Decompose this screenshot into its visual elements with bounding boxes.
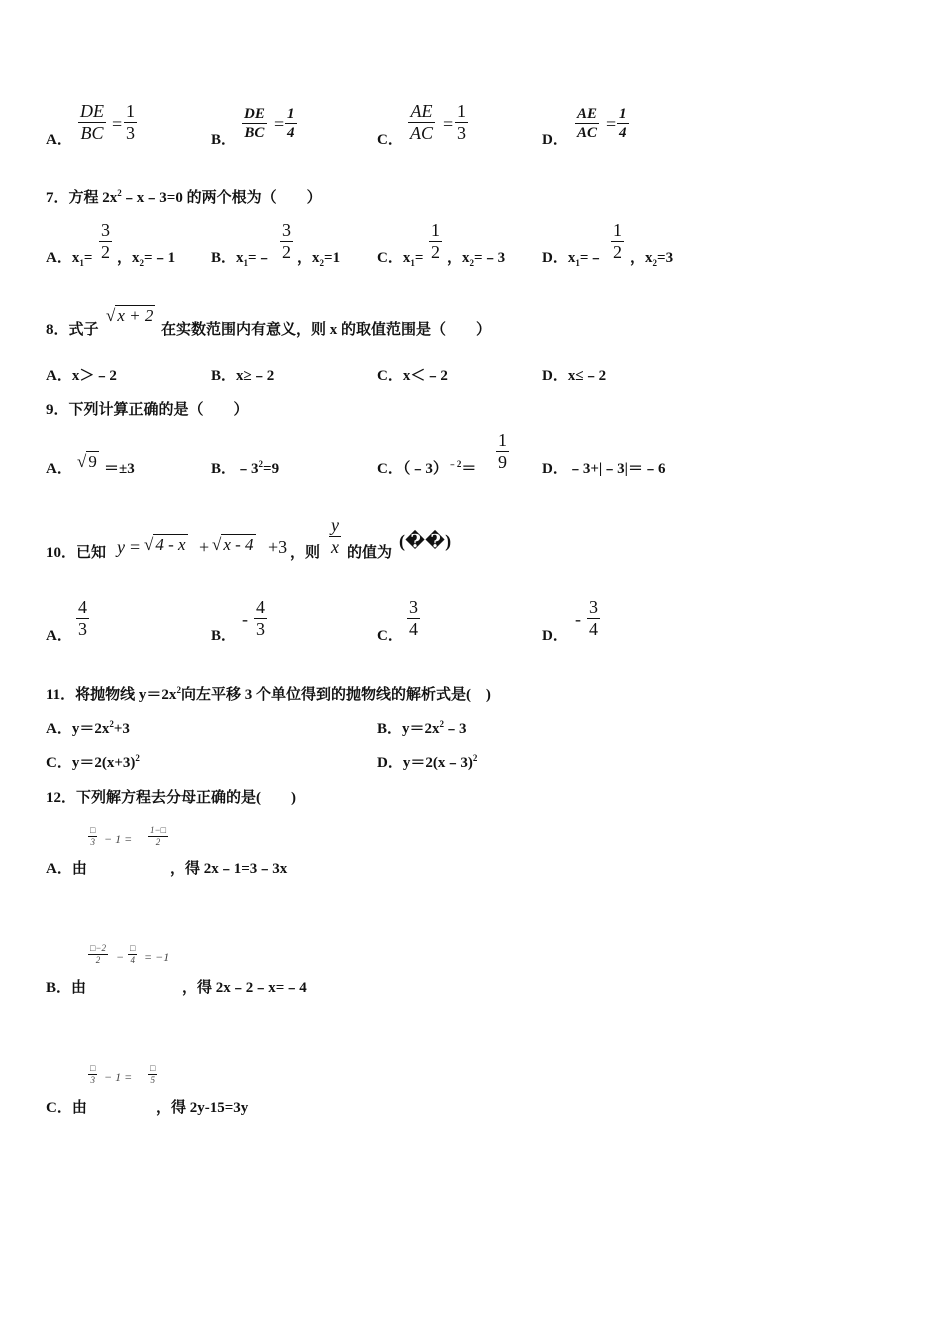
q12-b-result: ，得 2x﹣2﹣x=﹣4: [182, 980, 307, 996]
q8-option-d: D．x≤﹣2: [542, 368, 607, 384]
q10-radical-2: √ x - 4: [212, 535, 254, 554]
q10-b-sign: -: [242, 609, 248, 629]
q8-option-a: A．x＞﹣2: [46, 368, 117, 384]
q10-a-fraction: $\frac{4}{3}$: [78, 597, 87, 639]
q7-option-a: A．$x_1=$: [46, 250, 93, 268]
q11-stem: 11．将抛物线 $y=2x^2$向左平移 3 个单位得到的抛物线的解析式是( ): [46, 685, 491, 703]
q9-stem: 9．下列计算正确的是（ ）: [46, 402, 249, 418]
q10-c-fraction: $\frac{3}{4}$: [409, 597, 418, 639]
q9-c-fraction: $\frac{1}{9}$: [498, 430, 507, 472]
q7-b-fraction: $\frac{3}{2}$: [282, 220, 291, 262]
q6-a-rhs: $\frac{1}{3}$: [126, 101, 135, 143]
q12-option-b-label: B．由: [46, 980, 87, 996]
q6-c-label: C．: [377, 132, 403, 148]
q10-radical-1: √ 4 - x: [144, 535, 186, 554]
q6-c-fraction: $\frac{AE}{AC}$: [410, 101, 434, 143]
q11-option-d: D．y＝2(x﹣3)$^2$: [377, 753, 478, 771]
q10-option-c-label: C．: [377, 628, 403, 644]
q10-d-fraction: $\frac{3}{4}$: [589, 597, 598, 639]
q10-plus: +: [199, 537, 210, 557]
q12-option-c-label: C．由: [46, 1100, 87, 1116]
q9-option-d: D．﹣3+|﹣3|＝﹣6: [542, 461, 666, 477]
q7-stem: 7．方程 $2x^2﹣x﹣3=0$ 的两个根为（ ）: [46, 188, 322, 206]
q10-stem-a: 10．已知: [46, 545, 107, 561]
q10-paren: (��): [399, 531, 452, 551]
q6-d-eq: =: [606, 114, 617, 134]
q7-option-d: D．$x_1=﹣$: [542, 250, 604, 268]
q6-a-eq: =: [112, 114, 123, 134]
q6-d-fraction: $\frac{AE}{AC}$: [577, 106, 598, 141]
q6-b-rhs: $\frac{1}{4}$: [287, 106, 295, 141]
q7-option-b: B．$x_1=﹣$: [211, 250, 272, 268]
q7-c-fraction: $\frac{1}{2}$: [431, 220, 440, 262]
q10-fraction: $\frac{y}{x}$: [331, 515, 339, 557]
q6-c-rhs: $\frac{1}{3}$: [457, 101, 466, 143]
q8-stem-b: 在实数范围内有意义，则 x 的取值范围是（ ）: [161, 322, 492, 338]
q7-d-rest: ，$x_2=3$: [630, 250, 674, 268]
q10-eq: =: [130, 537, 141, 557]
q9-a-post: ＝±3: [104, 461, 135, 477]
q6-d-rhs: $\frac{1}{4}$: [619, 106, 627, 141]
q11-option-b: B．$y=2x^2﹣3$: [377, 719, 467, 737]
q8-stem-a: 8．式子: [46, 322, 99, 338]
q7-a-fraction: $\frac{3}{2}$: [101, 220, 110, 262]
q6-a-label: A．: [46, 132, 72, 148]
q10-d-sign: -: [575, 609, 581, 629]
q7-a-rest: ，$x_2=﹣1$: [117, 250, 176, 268]
q10-option-b-label: B．: [211, 628, 237, 644]
q10-option-d-label: D．: [542, 628, 568, 644]
q8-option-c: C．x＜﹣2: [377, 368, 448, 384]
q6-b-label: B．: [211, 132, 237, 148]
q10-stem-c: 的值为: [347, 545, 393, 561]
q10-option-a-label: A．: [46, 628, 72, 644]
q6-a-fraction: $\frac{DE}{BC}$: [80, 101, 104, 143]
q8-radical: √ x + 2: [106, 306, 154, 325]
q7-option-c: C．$x_1=$: [377, 250, 424, 268]
q10-b-fraction: $\frac{4}{3}$: [256, 597, 265, 639]
q9-option-b: B．$﹣3^2=9$: [211, 459, 280, 477]
q12-a-result: ，得 2x﹣1=3﹣3x: [170, 861, 288, 877]
q9-a-radical: √ 9: [77, 452, 97, 471]
q9-option-a-label: A．: [46, 461, 72, 477]
q11-option-a: A．$y=2x^2+3$: [46, 719, 130, 737]
q8-option-b: B．x≥﹣2: [211, 368, 275, 384]
q9-option-c: C．（﹣3）$^{﹣2}$＝: [377, 459, 477, 477]
q6-b-eq: =: [274, 114, 285, 134]
q10-y: y: [117, 537, 125, 557]
q11-option-c: C．$y=2(x+3)^2$: [46, 753, 140, 771]
q7-b-rest: ，$x_2=1$: [297, 250, 341, 268]
q12-option-a-label: A．由: [46, 861, 87, 877]
q12-c-result: ，得 2y-15=3y: [156, 1100, 249, 1116]
q6-b-fraction: $\frac{DE}{BC}$: [244, 106, 265, 141]
q10-plus3: +3: [268, 537, 288, 557]
q12-stem: 12．下列解方程去分母正确的是( ): [46, 790, 296, 806]
q7-d-fraction: $\frac{1}{2}$: [613, 220, 622, 262]
q6-d-label: D．: [542, 132, 568, 148]
q6-c-eq: =: [443, 114, 454, 134]
q10-stem-b: ，则: [290, 545, 321, 561]
q7-c-rest: ，$x_2=﹣3$: [447, 250, 506, 268]
